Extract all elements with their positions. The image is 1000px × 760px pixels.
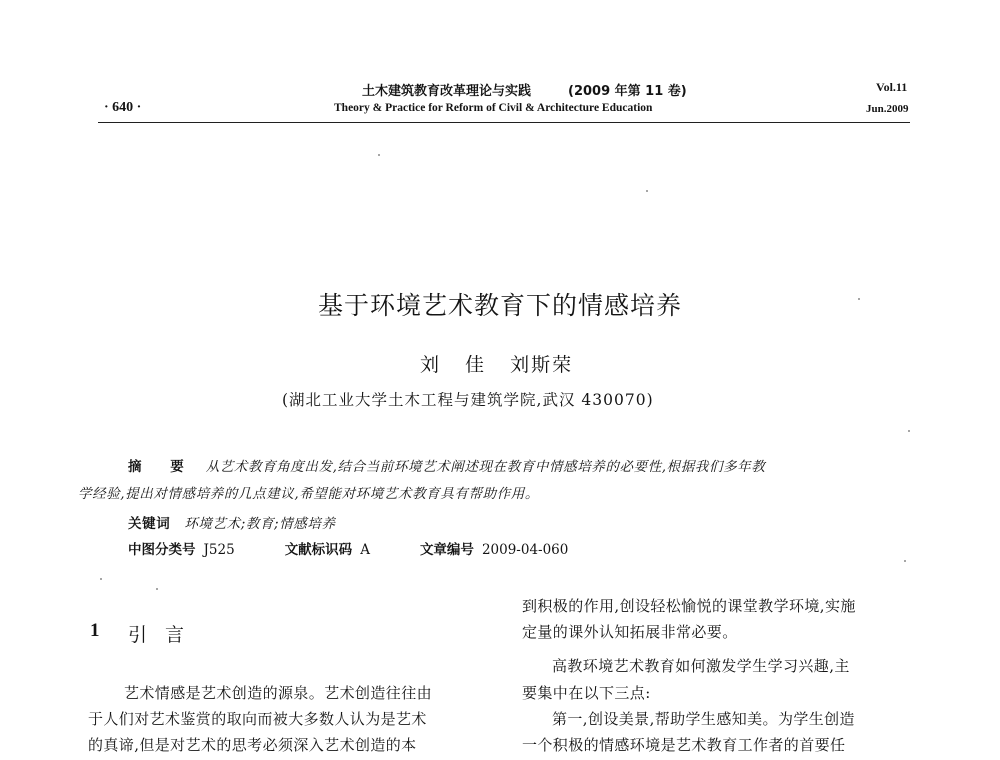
abstract-text-1: 从艺术教育角度出发,结合当前环境艺术阐述现在教育中情感培养的必要性,根据我们多年教 [205,459,766,475]
section-title: 引言 [128,624,203,646]
right-column-line: 高教环境艺术教育如何激发学生学习兴趣,主 [552,657,850,675]
article-authors: 刘 佳 刘斯荣 [420,354,574,376]
keywords-value: 环境艺术;教育;情感培养 [184,516,336,532]
left-column-line: 于人们对艺术鉴赏的取向而被大多数人认为是艺术 [88,710,427,728]
scan-speck [100,578,102,580]
right-column-line: 到积极的作用,创设轻松愉悦的课堂教学环境,实施 [522,597,856,615]
doc-code-value: A [360,542,370,558]
journal-date: Jun.2009 [866,103,909,115]
journal-volume: Vol.11 [876,80,908,94]
clc-value: J525 [203,542,235,558]
page-number: · 640 · [104,100,142,115]
scan-speck [908,430,910,432]
right-column-line: 一个积极的情感环境是艺术教育工作者的首要任 [522,736,846,754]
scan-speck [156,588,158,590]
abstract-label: 摘 要 [128,459,196,475]
right-column-line: 定量的课外认知拓展非常必要。 [522,623,738,641]
header-rule [98,122,910,123]
author-affiliation: (湖北工业大学土木工程与建筑学院,武汉 430070) [282,391,654,409]
abstract-line-1 [128,455,765,475]
journal-year-volume: (2009 年第 11 卷) [568,84,687,99]
right-column-line: 第一,创设美景,帮助学生感知美。为学生创造 [552,710,855,728]
left-column-line: 艺术情感是艺术创造的源泉。艺术创造往往由 [124,684,433,702]
left-column-line: 的真谛,但是对艺术的思考必须深入艺术创造的本 [88,736,417,754]
scan-speck [904,560,906,562]
keywords-label: 关键词 [128,516,171,532]
article-no-value: 2009-04-060 [481,542,569,558]
clc-label: 中图分类号 [128,542,196,558]
right-column-line: 要集中在以下三点: [522,684,651,702]
journal-title-zh: 土木建筑教育改革理论与实践 [362,84,532,99]
article-title: 基于环境艺术教育下的情感培养 [318,291,683,320]
scan-speck [378,154,380,156]
article-no-label: 文章编号 [419,542,474,558]
classification-line [128,538,576,558]
abstract-line-2: 学经验,提出对情感培养的几点建议,希望能对环境艺术教育具有帮助作用。 [78,486,539,502]
keywords [128,512,336,532]
section-number: 1 [90,620,100,641]
scan-speck [646,190,648,192]
journal-title-en: Theory & Practice for Reform of Civil & Architecture Education [334,102,653,114]
doc-code-label: 文献标识码 [284,542,353,558]
scan-speck [858,298,860,300]
